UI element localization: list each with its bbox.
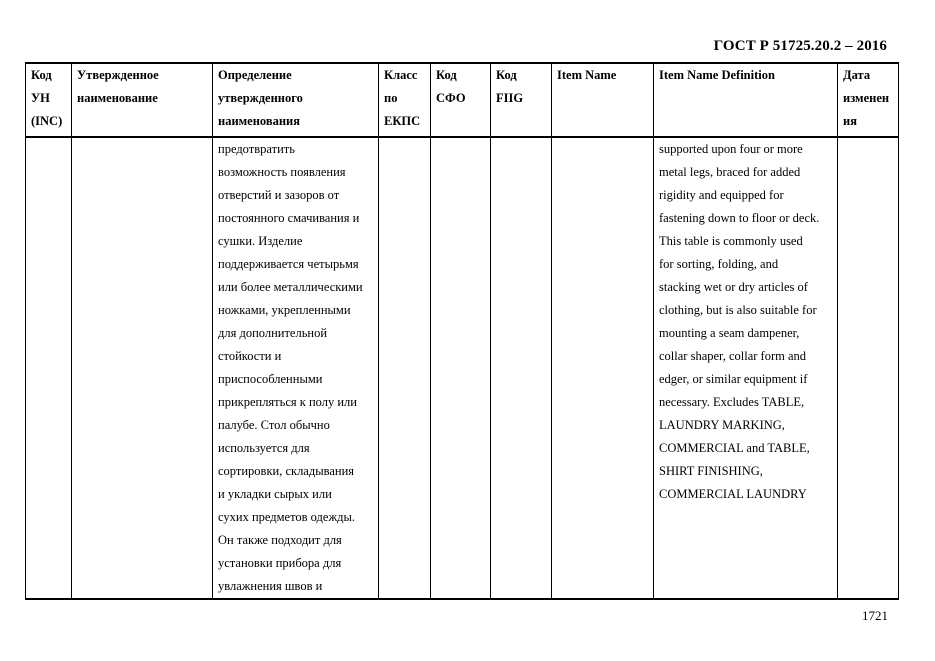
definition-ru-line: приспособленными bbox=[218, 372, 323, 386]
cell-definition-ru bbox=[213, 137, 379, 599]
definition-en-line: edger, or similar equipment if bbox=[659, 372, 808, 386]
column-header-change-date: Дата изменен ия bbox=[838, 63, 899, 137]
definition-ru-line: постоянного смачивания и bbox=[218, 211, 360, 225]
cell-fiig-code bbox=[491, 137, 552, 599]
definition-en-line: COMMERCIAL and TABLE, bbox=[659, 441, 810, 455]
definition-ru-line: сушки. Изделие bbox=[218, 234, 303, 248]
column-header-fiig-code: Код FIIG bbox=[491, 63, 552, 137]
definition-ru-line: прикрепляться к полу или bbox=[218, 395, 357, 409]
definition-ru-line: предотвратить bbox=[218, 142, 295, 156]
definition-ru-line: или более металлическими bbox=[218, 280, 363, 294]
definition-en-line: mounting a seam dampener, bbox=[659, 326, 800, 340]
definition-en-line: stacking wet or dry articles of bbox=[659, 280, 808, 294]
definition-en-line: SHIRT FINISHING, bbox=[659, 464, 763, 478]
definition-ru-line: поддерживается четырьмя bbox=[218, 257, 359, 271]
definition-ru-line: возможность появления bbox=[218, 165, 346, 179]
column-header-approved-name: Утвержденное наименование bbox=[72, 63, 213, 137]
table-header-row bbox=[26, 63, 899, 137]
definition-en-line: collar shaper, collar form and bbox=[659, 349, 807, 363]
table-row bbox=[26, 137, 899, 599]
definition-ru-line: палубе. Стол обычно bbox=[218, 418, 330, 432]
definition-ru-line: сортировки, складывания bbox=[218, 464, 355, 478]
definition-ru-line: Он также подходит для bbox=[218, 533, 342, 547]
definition-ru-line: сухих предметов одежды. bbox=[218, 510, 355, 524]
definition-en-line: COMMERCIAL LAUNDRY bbox=[659, 487, 807, 501]
column-header-definition: Определение утвержденного наименования bbox=[213, 63, 379, 137]
definition-ru-line: стойкости и bbox=[218, 349, 282, 363]
definition-en-line: for sorting, folding, and bbox=[659, 257, 779, 271]
definition-en-line: supported upon four or more bbox=[659, 142, 803, 156]
catalog-table bbox=[25, 62, 899, 600]
definition-en-line: necessary. Excludes TABLE, bbox=[659, 395, 805, 409]
definition-en-line: fastening down to floor or deck. bbox=[659, 211, 820, 225]
definition-ru-line: для дополнительной bbox=[218, 326, 328, 340]
column-header-sfo-code: Код СФО bbox=[431, 63, 491, 137]
definition-en-line: rigidity and equipped for bbox=[659, 188, 784, 202]
document-standard-header: ГОСТ Р 51725.20.2 – 2016 bbox=[713, 38, 887, 54]
definition-en-line: LAUNDRY MARKING, bbox=[659, 418, 785, 432]
cell-class-ekps bbox=[379, 137, 431, 599]
definition-ru-line: и укладки сырых или bbox=[218, 487, 332, 501]
page-number: 1721 bbox=[862, 608, 888, 623]
cell-item-name-definition bbox=[654, 137, 838, 599]
definition-en-line: metal legs, braced for added bbox=[659, 165, 801, 179]
definition-ru-line: установки прибора для bbox=[218, 556, 342, 570]
definition-ru-line: ножками, укрепленными bbox=[218, 303, 351, 317]
definition-en-line: This table is commonly used bbox=[659, 234, 803, 248]
cell-sfo-code bbox=[431, 137, 491, 599]
definition-en-line: clothing, but is also suitable for bbox=[659, 303, 817, 317]
definition-ru-line: отверстий и зазоров от bbox=[218, 188, 340, 202]
definition-ru-line: увлажнения швов и bbox=[218, 579, 323, 593]
cell-change-date bbox=[838, 137, 899, 599]
cell-item-name bbox=[552, 137, 654, 599]
column-header-item-name-definition: Item Name Definition bbox=[654, 63, 838, 137]
column-header-class-ekps: Класс по ЕКПС bbox=[379, 63, 431, 137]
column-header-item-name: Item Name bbox=[552, 63, 654, 137]
definition-ru-line: используется для bbox=[218, 441, 310, 455]
cell-inc bbox=[26, 137, 72, 599]
cell-approved-name bbox=[72, 137, 213, 599]
column-header-inc: Код УН (INC) bbox=[26, 63, 72, 137]
